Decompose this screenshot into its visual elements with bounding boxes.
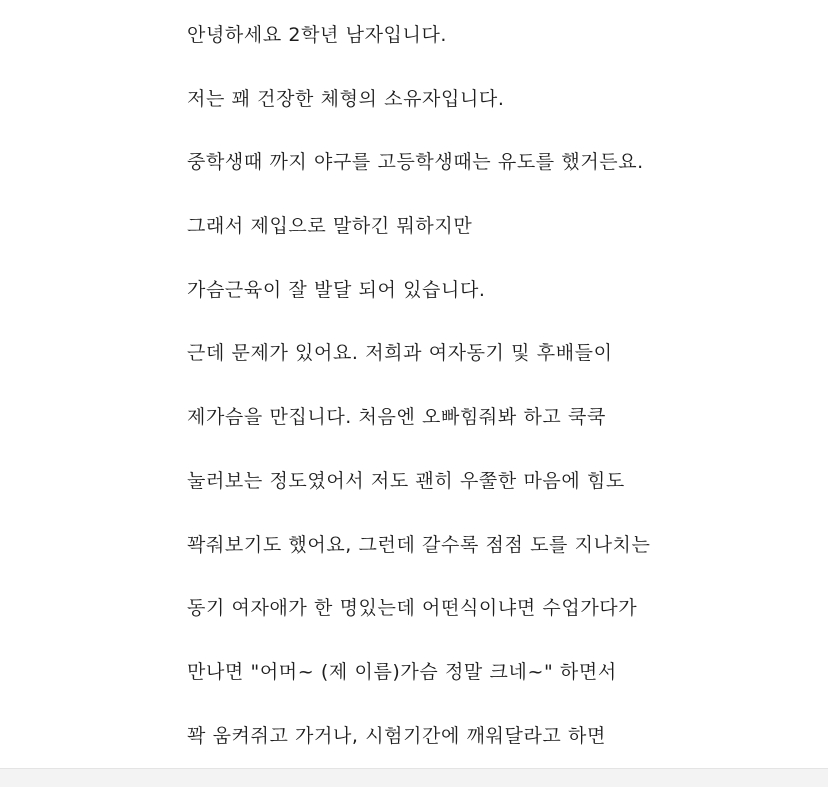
text-line-4: 그래서 제입으로 말하긴 뭐하지만: [187, 215, 473, 238]
text-line-9: 꽉줘보기도 했어요, 그런데 갈수록 점점 도를 지나치는: [187, 533, 651, 556]
text-line-11: 만나면 "어머~ (제 이름)가슴 정말 크네~" 하면서: [187, 660, 617, 683]
text-line-2: 저는 꽤 건장한 체형의 소유자입니다.: [187, 87, 505, 110]
text-line-3: 중학생때 까지 야구를 고등학생때는 유도를 했거든요.: [187, 151, 644, 174]
text-line-1: 안녕하세요 2학년 남자입니다.: [187, 24, 448, 46]
text-line-10: 동기 여자애가 한 명있는데 어떤식이냐면 수업가다가: [187, 597, 638, 620]
bottom-edge-band: [0, 768, 828, 787]
post-body-text: [187, 20, 787, 784]
text-line-7: 제가슴을 만집니다. 처음엔 오빠힘줘봐 하고 쿡쿡: [187, 406, 606, 429]
text-line-12: 꽉 움켜쥐고 가거나, 시험기간에 깨워달라고 하면: [187, 724, 606, 747]
text-line-5: 가슴근육이 잘 발달 되어 있습니다.: [187, 278, 486, 301]
text-line-8: 눌러보는 정도였어서 저도 괜히 우쭐한 마음에 힘도: [187, 469, 625, 492]
text-line-6: 근데 문제가 있어요. 저희과 여자동기 및 후배들이: [187, 342, 613, 365]
